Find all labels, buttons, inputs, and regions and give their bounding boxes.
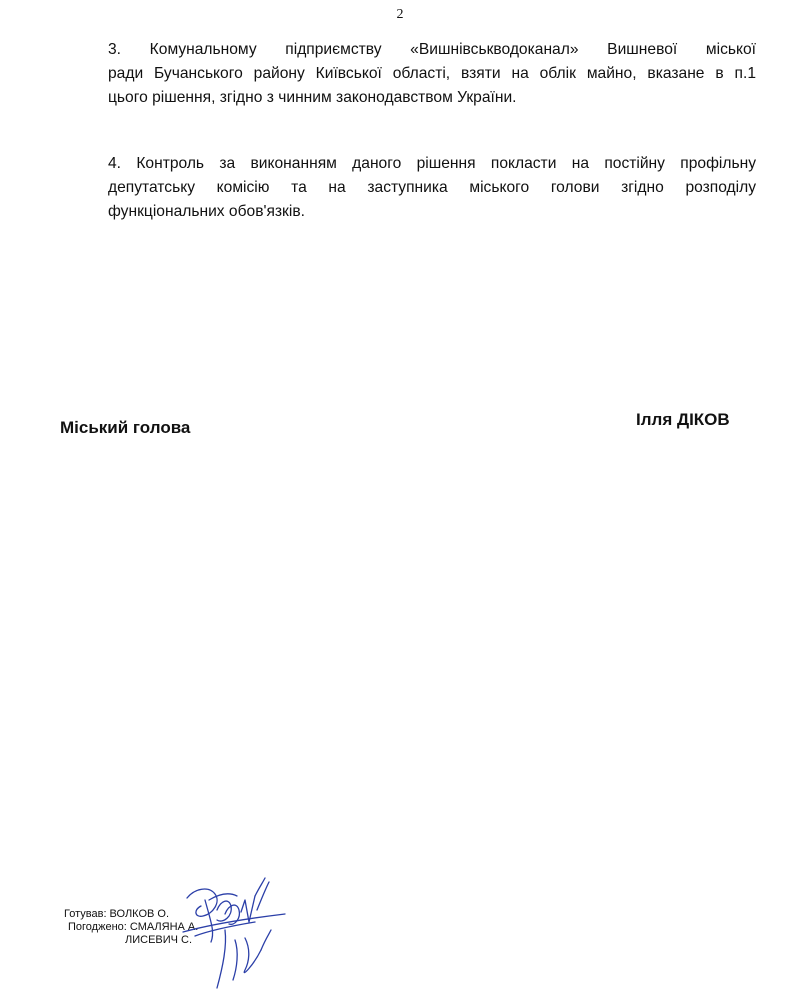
paragraph-line: цього рішення, згідно з чинним законодавством України.: [108, 89, 517, 106]
prepared-by: Готував: ВОЛКОВ О.: [64, 908, 170, 920]
approved-by-second: ЛИСЕВИЧ С.: [125, 934, 193, 946]
paragraph-3: [108, 38, 756, 110]
mayor-name: Ілля ДІКОВ: [636, 410, 730, 429]
paragraph-line: 3. Комунальному підприємству «Вишнівськводоканал» Вишневої міської: [108, 41, 756, 58]
mayor-title: Міський голова: [60, 418, 191, 437]
approved-by: Погоджено: СМАЛЯНА А.: [68, 921, 199, 933]
paragraph-4: [108, 152, 756, 224]
paragraph-line: ради Бучанського району Київської області, взяти на облік майно, вказане в п.1: [108, 65, 756, 82]
paragraph-line: депутатську комісію та на заступника міського голови згідно розподілу: [108, 179, 756, 196]
paragraph-line: 4. Контроль за виконанням даного рішення покласти на постійну профільну: [108, 155, 756, 172]
handwritten-signature: [165, 870, 305, 1000]
paragraph-line: функціональних обов'язків.: [108, 203, 305, 220]
page-number: 2: [396, 7, 404, 22]
